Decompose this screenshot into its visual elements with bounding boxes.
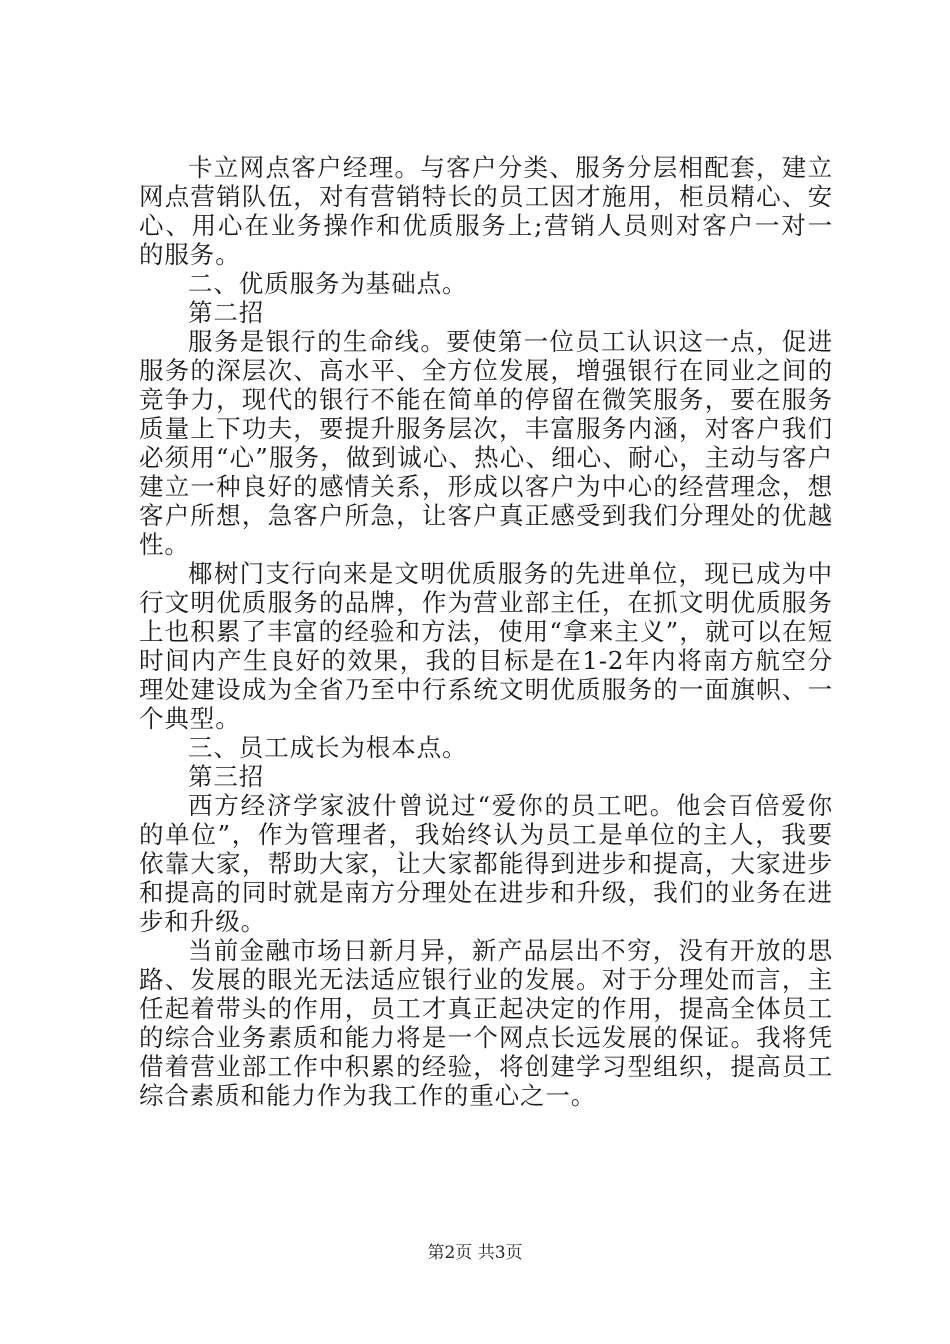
paragraph-service-lifeline: 服务是银行的生命线。要使第一位员工认识这一点，促进服务的深层次、高水平、全方位发展，增强银行在同业之间的竞争力，现代的银行不能在简单的停留在微笑服务，要在服务质量上下功夫，要提升服务层次，丰富服务内涵，对客户我们必须用“心”服务，做到诚心、热心、细心、耐心，主动与客户建立一种良好的感情关系，形成以客户为中心的经营理念，想客户所想，急客户所急，让客户真正感受到我们分理处的优越性。 [139,327,833,559]
move-label-second: 第二招 [188,298,265,327]
paragraph-account-manager: 卡立网点客户经理。与客户分类、服务分层相配套，建立网点营销队伍，对有营销特长的员工因才施用，柜员精心、安心、用心在业务操作和优质服务上;营销人员则对客户一对一的服务。 [139,153,833,269]
section-heading-service: 二、优质服务为基础点。 [188,269,468,298]
page-number-footer: 第2页 共3页 [427,1243,523,1263]
move-label-third: 第三招 [188,762,265,791]
paragraph-love-employees: 西方经济学家波什曾说过“爱你的员工吧。他会百倍爱你的单位”，作为管理者，我始终认为员工是单位的主人，我要依靠大家，帮助大家，让大家都能得到进步和提高，大家进步和提高的同时就是南方分理处在进步和升级，我们的业务在进步和升级。 [139,791,833,936]
paragraph-branch-brand: 椰树门支行向来是文明优质服务的先进单位，现已成为中行文明优质服务的品牌，作为营业部主任，在抓文明优质服务上也积累了丰富的经验和方法，使用“拿来主义”，就可以在短时间内产生良好的效果，我的目标是在1-2年内将南方航空分理处建设成为全省乃至中行系统文明优质服务的一面旗帜、一个典型。 [139,559,833,733]
document-body [139,153,833,1110]
section-heading-growth: 三、员工成长为根本点。 [188,733,468,762]
paragraph-financial-market: 当前金融市场日新月异，新产品层出不穷，没有开放的思路、发展的眼光无法适应银行业的发展。对于分理处而言，主任起着带头的作用，员工才真正起决定的作用，提高全体员工的综合业务素质和能力将是一个网点长远发展的保证。我将凭借着营业部工作中积累的经验，将创建学习型组织，提高员工综合素质和能力作为我工作的重心之一。 [139,936,833,1110]
